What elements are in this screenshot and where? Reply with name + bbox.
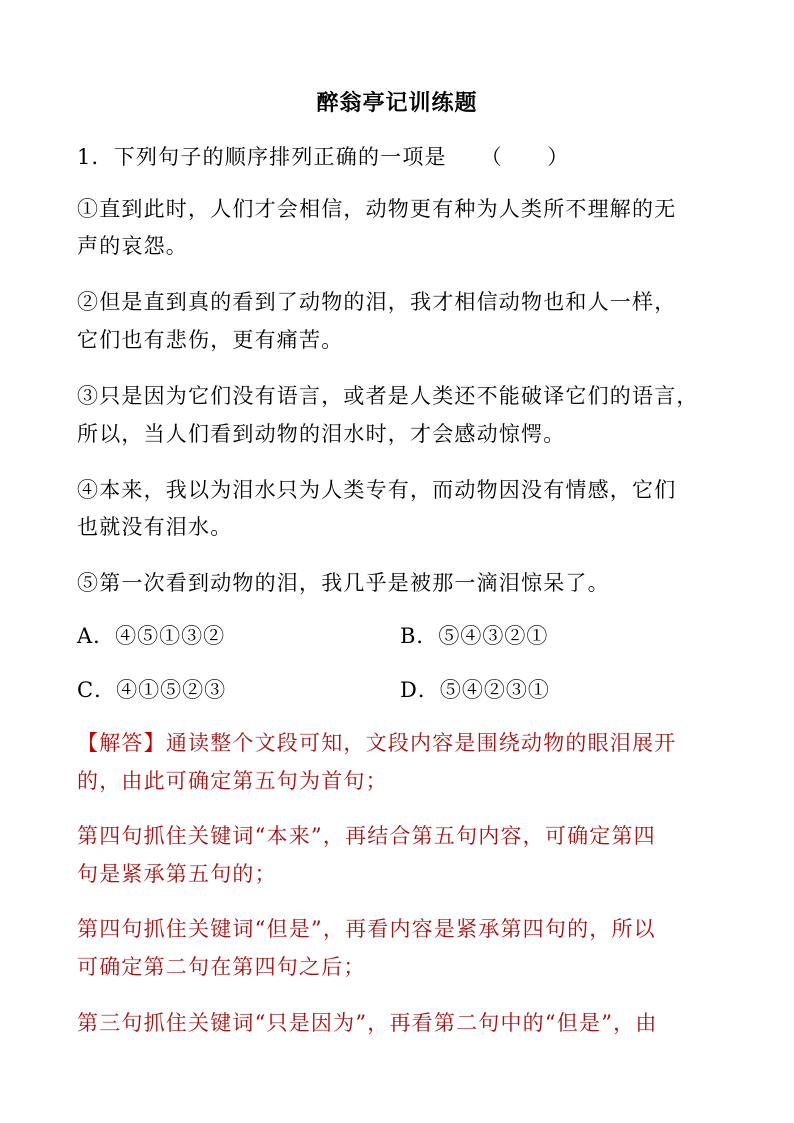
answer-label: 【解答】: [77, 731, 166, 755]
answer-paragraph-1-line-2: 的，由此可确定第五句为首句；: [77, 769, 388, 793]
sentence-3-line-2: 所以，当人们看到动物的泪水时，才会感动惊愕。: [77, 422, 566, 446]
answer-paragraph-2-line-1: 第四句抓住关键词“本来”，再结合第五句内容，可确定第四: [77, 824, 656, 848]
sentence-5-line-1: ⑤第一次看到动物的泪，我几乎是被那一滴泪惊呆了。: [77, 571, 610, 595]
answer-paragraph-1-line-1: [77, 730, 727, 756]
answer-paragraph-3-line-2: 可确定第二句在第四句之后；: [77, 955, 366, 979]
answer-p1-line1-text: 通读整个文段可知，文段内容是围绕动物的眼泪展开: [165, 731, 677, 755]
option-d: D．⑤④②③①: [400, 678, 550, 702]
sentence-3-line-1: ③只是因为它们没有语言，或者是人类还不能破译它们的语言，: [77, 384, 699, 408]
option-b: B．⑤④③②①: [400, 624, 549, 648]
option-c: C．④①⑤②③: [77, 678, 227, 702]
answer-paragraph-2-line-2: 句是紧承第五句的；: [77, 862, 277, 886]
sentence-1-line-1: ①直到此时，人们才会相信，动物更有种为人类所不理解的无: [77, 197, 677, 221]
page-title: 醉翁亭记训练题: [316, 90, 478, 116]
option-a: A．④⑤①③②: [77, 624, 226, 648]
sentence-4-line-2: 也就没有泪水。: [77, 515, 233, 539]
sentence-1-line-2: 声的哀怨。: [77, 234, 188, 258]
sentence-2-line-1: ②但是直到真的看到了动物的泪，我才相信动物也和人一样，: [77, 290, 677, 314]
sentence-2-line-2: 它们也有悲伤，更有痛苦。: [77, 328, 344, 352]
question-stem: 1．下列句子的顺序排列正确的一项是 （ ）: [77, 145, 570, 169]
answer-paragraph-4-line-1: 第三句抓住关键词“只是因为”，再看第二句中的“但是”，由: [77, 1011, 658, 1035]
sentence-4-line-1: ④本来，我以为泪水只为人类专有，而动物因没有情感，它们: [77, 478, 677, 502]
answer-paragraph-3-line-1: 第四句抓住关键词“但是”，再看内容是紧承第四句的，所以: [77, 917, 656, 941]
